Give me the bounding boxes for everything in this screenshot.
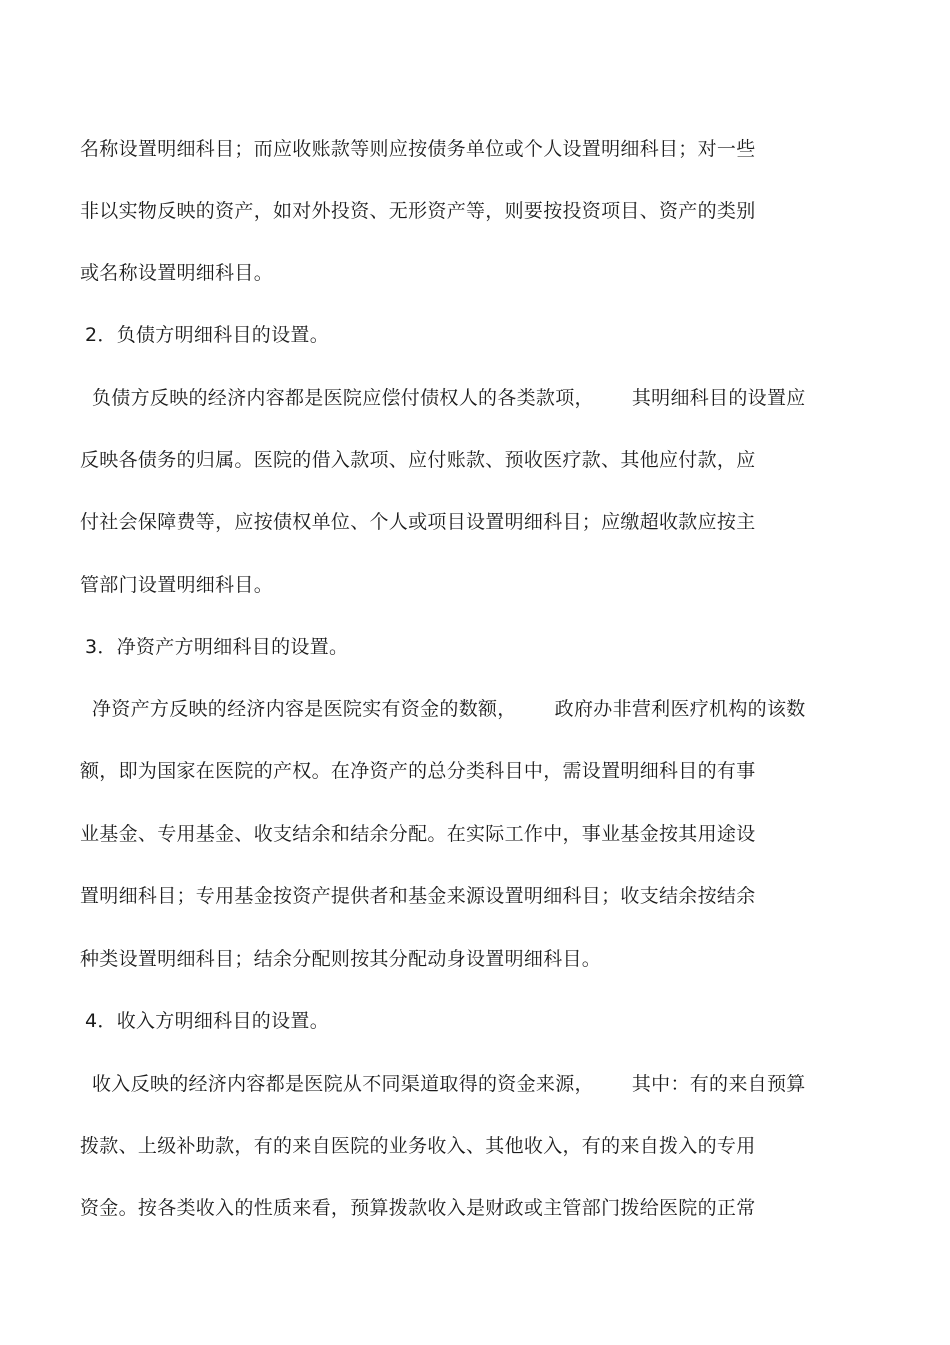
section-heading: 4．收入方明细科目的设置。 (85, 1010, 329, 1032)
paragraph-line: 或名称设置明细科目。 (80, 262, 274, 284)
section-heading: 2．负债方明细科目的设置。 (85, 324, 329, 346)
paragraph-line: 付社会保障费等，应按债权单位、个人或项目设置明细科目；应缴超收款应按主 (80, 511, 756, 533)
paragraph-line: 管部门设置明细科目。 (80, 574, 274, 596)
paragraph-line: 负债方反映的经济内容都是医院应偿付债权人的各类款项， 其明细科目的设置应 (92, 387, 806, 409)
paragraph-line: 种类设置明细科目；结余分配则按其分配动身设置明细科目。 (80, 948, 602, 970)
paragraph-line: 业基金、专用基金、收支结余和结余分配。在实际工作中，事业基金按其用途设 (80, 823, 756, 845)
section-heading: 3．净资产方明细科目的设置。 (85, 636, 349, 658)
paragraph-line: 反映各债务的归属。医院的借入款项、应付账款、预收医疗款、其他应付款，应 (80, 449, 756, 471)
paragraph-line: 拨款、上级补助款，有的来自医院的业务收入、其他收入，有的来自拨入的专用 (80, 1135, 756, 1157)
paragraph-line: 置明细科目；专用基金按资产提供者和基金来源设置明细科目；收支结余按结余 (80, 885, 756, 907)
paragraph-line: 净资产方反映的经济内容是医院实有资金的数额， 政府办非营利医疗机构的该数 (92, 698, 806, 720)
paragraph-line: 收入反映的经济内容都是医院从不同渠道取得的资金来源， 其中：有的来自预算 (92, 1073, 806, 1095)
paragraph-line: 名称设置明细科目；而应收账款等则应按债务单位或个人设置明细科目；对一些 (80, 138, 756, 160)
paragraph-line: 额，即为国家在医院的产权。在净资产的总分类科目中，需设置明细科目的有事 (80, 760, 756, 782)
paragraph-line: 非以实物反映的资产，如对外投资、无形资产等，则要按投资项目、资产的类别 (80, 200, 756, 222)
paragraph-line: 资金。按各类收入的性质来看，预算拨款收入是财政或主管部门拨给医院的正常 (80, 1197, 756, 1219)
